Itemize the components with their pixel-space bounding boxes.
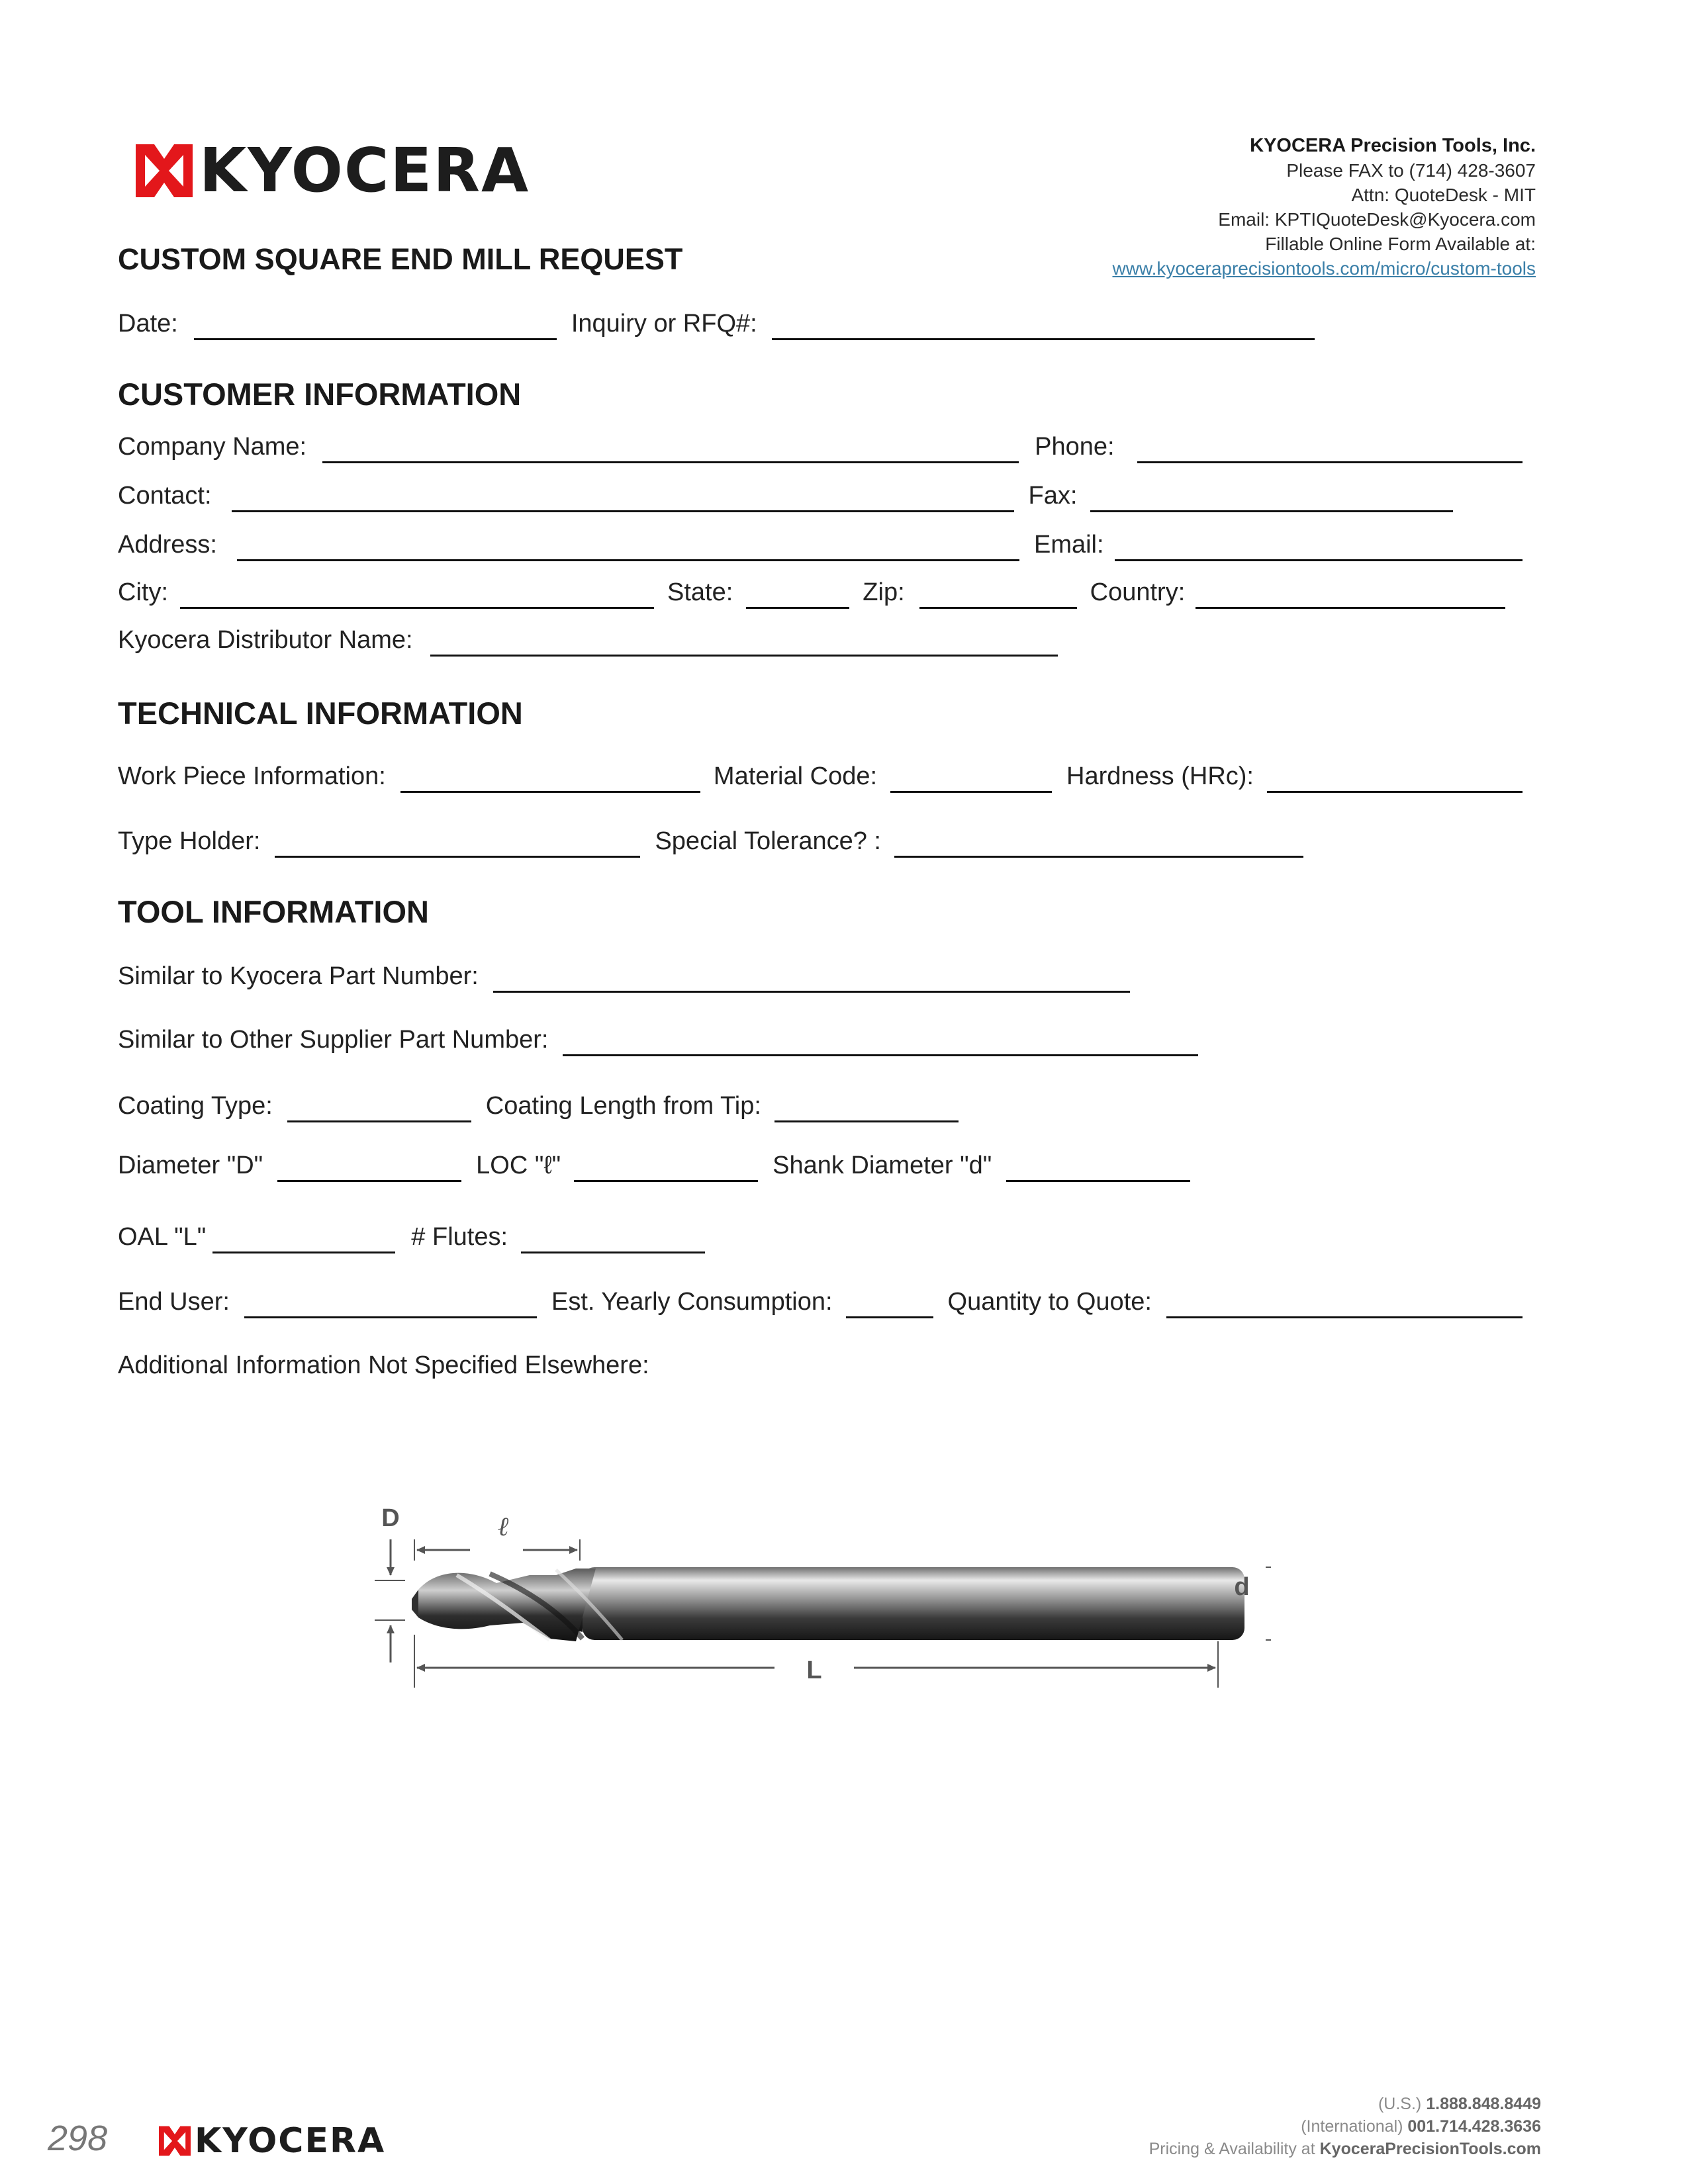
additional-info-row <box>118 1350 1523 1385</box>
tool-section-title: TOOL INFORMATION <box>118 894 429 929</box>
phone-label: Phone: <box>1035 433 1115 461</box>
similar-kyocera-row <box>118 961 1523 995</box>
quantity-label: Quantity to Quote: <box>947 1288 1152 1316</box>
city-field[interactable] <box>180 580 654 609</box>
flutes-label: # Flutes: <box>411 1223 508 1251</box>
yearly-consumption-label: Est. Yearly Consumption: <box>551 1288 833 1316</box>
dimension-label-loc: ℓ <box>497 1512 509 1541</box>
oal-flutes-row <box>118 1222 1523 1256</box>
hardness-field[interactable] <box>1267 764 1523 793</box>
type-holder-field[interactable] <box>275 829 640 858</box>
online-form-link[interactable]: www.kyoceraprecisiontools.com/micro/custom-tools <box>1112 258 1536 279</box>
contact-fax: Please FAX to (714) 428-3607 <box>1286 160 1536 181</box>
footer-contact <box>1149 2093 1541 2160</box>
end-mill-diagram <box>357 1476 1271 1701</box>
footer-wordmark: KYOCERA <box>195 2121 386 2161</box>
footer-pricing-label: Pricing & Availability at <box>1149 2140 1315 2158</box>
material-code-label: Material Code: <box>713 762 878 790</box>
page-number: 298 <box>48 2118 108 2158</box>
footer-us-label: (U.S.) <box>1378 2095 1422 2113</box>
contact-block <box>1112 134 1536 281</box>
distributor-label: Kyocera Distributor Name: <box>118 626 413 654</box>
work-piece-field[interactable] <box>400 764 700 793</box>
technical-section-title: TECHNICAL INFORMATION <box>118 696 523 731</box>
kyocera-wordmark: KYOCERA <box>199 135 530 206</box>
form-title: CUSTOM SQUARE END MILL REQUEST <box>118 242 683 276</box>
country-label: Country: <box>1090 578 1186 606</box>
footer-kyocera-mark-icon <box>159 2123 191 2159</box>
zip-field[interactable] <box>919 580 1077 609</box>
coating-length-label: Coating Length from Tip: <box>485 1092 761 1120</box>
similar-kyocera-label: Similar to Kyocera Part Number: <box>118 962 479 990</box>
footer-intl-label: (International) <box>1301 2117 1403 2136</box>
footer-logo <box>159 2123 385 2159</box>
customer-section-title: CUSTOMER INFORMATION <box>118 377 522 412</box>
special-tolerance-field[interactable] <box>894 829 1303 858</box>
date-label: Date: <box>118 310 178 338</box>
enduser-row <box>118 1287 1523 1321</box>
coating-type-label: Coating Type: <box>118 1092 273 1120</box>
contact-online-note: Fillable Online Form Available at: <box>1265 234 1536 254</box>
special-tolerance-label: Special Tolerance? : <box>655 827 881 855</box>
footer-us-line <box>1149 2093 1541 2115</box>
zip-label: Zip: <box>863 578 905 606</box>
similar-other-row <box>118 1024 1523 1059</box>
distributor-row <box>118 625 1523 659</box>
end-user-label: End User: <box>118 1288 230 1316</box>
company-phone-row <box>118 432 1523 466</box>
contact-label: Contact: <box>118 482 212 510</box>
phone-field[interactable] <box>1137 435 1523 463</box>
similar-kyocera-field[interactable] <box>493 964 1130 993</box>
loc-field[interactable] <box>574 1154 758 1182</box>
work-piece-label: Work Piece Information: <box>118 762 386 790</box>
oal-label: OAL "L" <box>118 1223 207 1251</box>
end-mill-tool <box>412 1567 1244 1641</box>
address-email-row <box>118 529 1523 564</box>
type-holder-label: Type Holder: <box>118 827 261 855</box>
fax-field[interactable] <box>1090 484 1453 512</box>
rfq-field[interactable] <box>772 312 1315 340</box>
coating-length-field[interactable] <box>774 1094 959 1122</box>
quantity-field[interactable] <box>1166 1290 1523 1318</box>
dimension-label-D: D <box>381 1504 400 1532</box>
similar-other-field[interactable] <box>563 1028 1198 1056</box>
footer-us-phone: 1.888.848.8449 <box>1426 2095 1541 2113</box>
fax-label: Fax: <box>1028 482 1078 510</box>
footer-site[interactable]: KyoceraPrecisionTools.com <box>1319 2140 1541 2158</box>
shank-diameter-label: Shank Diameter "d" <box>773 1152 992 1179</box>
email-label: Email: <box>1033 531 1104 559</box>
contact-attn: Attn: QuoteDesk - MIT <box>1351 185 1536 205</box>
additional-info-label: Additional Information Not Specified Elsewhere: <box>118 1351 649 1379</box>
footer-intl-line <box>1149 2115 1541 2138</box>
company-name-label: Company Name: <box>118 433 307 461</box>
rfq-label: Inquiry or RFQ#: <box>571 310 757 338</box>
contact-email: Email: KPTIQuoteDesk@Kyocera.com <box>1218 209 1536 230</box>
address-field[interactable] <box>237 533 1019 561</box>
loc-label: LOC "ℓ" <box>476 1152 561 1179</box>
workpiece-row <box>118 761 1523 796</box>
dimension-label-L: L <box>806 1657 822 1684</box>
footer-pricing-line <box>1149 2138 1541 2160</box>
contact-company: KYOCERA Precision Tools, Inc. <box>1250 135 1536 156</box>
oal-field[interactable] <box>212 1225 395 1253</box>
coating-type-field[interactable] <box>287 1094 471 1122</box>
contact-field[interactable] <box>232 484 1014 512</box>
country-field[interactable] <box>1196 580 1505 609</box>
hardness-label: Hardness (HRc): <box>1066 762 1254 790</box>
end-user-field[interactable] <box>244 1290 537 1318</box>
state-field[interactable] <box>746 580 849 609</box>
footer-intl-phone: 001.714.428.3636 <box>1407 2117 1541 2136</box>
holder-tolerance-row <box>118 826 1523 860</box>
address-label: Address: <box>118 531 217 559</box>
date-field[interactable] <box>194 312 557 340</box>
dimension-label-d: d <box>1234 1573 1250 1601</box>
diameter-row <box>118 1150 1523 1185</box>
flutes-field[interactable] <box>521 1225 705 1253</box>
diameter-label: Diameter "D" <box>118 1152 263 1179</box>
material-code-field[interactable] <box>890 764 1052 793</box>
similar-other-label: Similar to Other Supplier Part Number: <box>118 1026 549 1054</box>
city-label: City: <box>118 578 168 606</box>
diameter-field[interactable] <box>277 1154 461 1182</box>
yearly-consumption-field[interactable] <box>846 1290 933 1318</box>
company-name-field[interactable] <box>322 435 1019 463</box>
date-rfq-row <box>118 308 1523 343</box>
contact-fax-row <box>118 480 1523 515</box>
coating-row <box>118 1091 1523 1125</box>
kyocera-logo <box>136 135 530 206</box>
kyocera-mark-icon <box>136 139 193 203</box>
email-field[interactable] <box>1115 533 1523 561</box>
state-label: State: <box>667 578 733 606</box>
distributor-field[interactable] <box>430 628 1058 657</box>
shank-diameter-field[interactable] <box>1006 1154 1190 1182</box>
city-state-zip-country-row <box>118 577 1523 612</box>
